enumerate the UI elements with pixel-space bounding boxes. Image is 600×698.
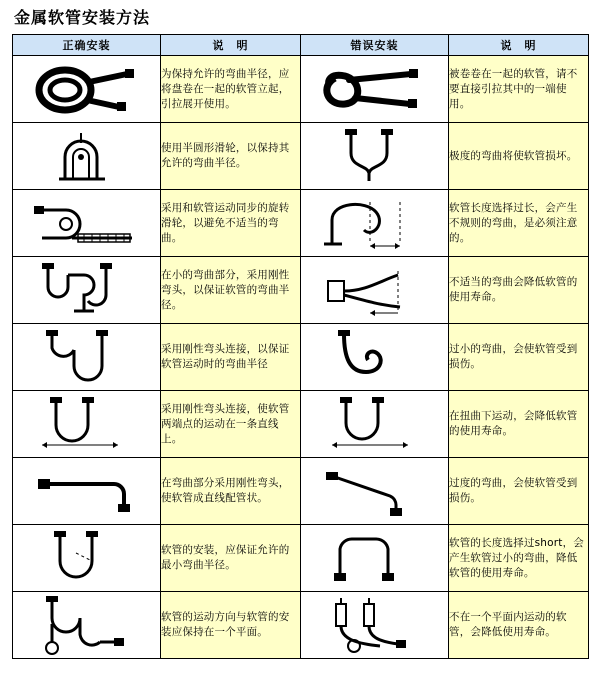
excess-length-small-bend-figure xyxy=(301,525,449,592)
description-text: 在小的弯曲部分，采用刚性弯头，以保证软管的弯曲半径。 xyxy=(161,257,301,324)
min-bend-radius-install-figure xyxy=(13,525,161,592)
description-text: 软管长度选择过长，会产生不规则的弯曲，是必须注意的。 xyxy=(449,190,589,257)
page-title: 金属软管安装方法 xyxy=(14,8,151,27)
description-text: 采用刚性弯头连接，以保证软管运动时的弯曲半径 xyxy=(161,324,301,391)
description-text: 不在一个平面内运动的软管，会降低使用寿命。 xyxy=(449,592,589,659)
table-row xyxy=(13,56,589,123)
description-text: 采用刚性弯头连接，使软管两端点的运动在一条直线上。 xyxy=(161,391,301,458)
hose-installation-table xyxy=(12,34,589,659)
straight-piping-rigid-elbow-figure xyxy=(13,458,161,525)
table-row xyxy=(13,458,589,525)
excess-length-irregular-bend-figure xyxy=(301,190,449,257)
table-header-row xyxy=(13,35,589,56)
description-text: 过小的弯曲，会使软管受到损伤。 xyxy=(449,324,589,391)
same-plane-motion-figure xyxy=(13,592,161,659)
header-description-1: 说 明 xyxy=(161,35,301,56)
rigid-bend-small-radius-figure xyxy=(13,257,161,324)
synchronized-rotating-sheave-figure xyxy=(13,190,161,257)
description-text: 被卷卷在一起的软管，请不要直接引拉其中的一端使用。 xyxy=(449,56,589,123)
out-of-plane-motion-figure xyxy=(301,592,449,659)
table-row xyxy=(13,391,589,458)
u-bend-straight-line-figure xyxy=(13,391,161,458)
over-bend-damage-figure xyxy=(301,458,449,525)
description-text: 为保持允许的弯曲半径，应将盘卷在一起的软管立起，引拉展开使用。 xyxy=(161,56,301,123)
table-row xyxy=(13,190,589,257)
coiled-hose-upright-figure xyxy=(13,56,161,123)
description-text: 在弯曲部分采用刚性弯头，使软管成直线配管状。 xyxy=(161,458,301,525)
table-row xyxy=(13,123,589,190)
table-row xyxy=(13,257,589,324)
description-text: 软管的运动方向与软管的安装应保持在一个平面。 xyxy=(161,592,301,659)
torsion-motion-figure xyxy=(301,391,449,458)
too-small-bend-damage-figure xyxy=(301,324,449,391)
header-description-2: 说 明 xyxy=(449,35,589,56)
description-text: 在扭曲下运动，会降低软管的使用寿命。 xyxy=(449,391,589,458)
rigid-elbow-connection-figure xyxy=(13,324,161,391)
description-text: 采用和软管运动同步的旋转滑轮，以避免不适当的弯曲。 xyxy=(161,190,301,257)
table-row xyxy=(13,525,589,592)
header-correct-install: 正确安装 xyxy=(13,35,161,56)
table-row xyxy=(13,324,589,391)
description-text: 软管的长度选择过short，会产生软管过小的弯曲，降低软管的使用寿命。 xyxy=(449,525,589,592)
description-text: 不适当的弯曲会降低软管的使用寿命。 xyxy=(449,257,589,324)
description-text: 使用半圆形滑轮，以保持其允许的弯曲半径。 xyxy=(161,123,301,190)
improper-bend-life-figure xyxy=(301,257,449,324)
description-text: 软管的安装，应保证允许的最小弯曲半径。 xyxy=(161,525,301,592)
description-text: 过度的弯曲，会使软管受到损伤。 xyxy=(449,458,589,525)
semicircle-sheave-figure xyxy=(13,123,161,190)
table-row xyxy=(13,592,589,659)
header-wrong-install: 错误安装 xyxy=(301,35,449,56)
sharp-bend-damage-figure xyxy=(301,123,449,190)
coiled-hose-pulled-figure xyxy=(301,56,449,123)
description-text: 极度的弯曲将使软管损坏。 xyxy=(449,123,589,190)
